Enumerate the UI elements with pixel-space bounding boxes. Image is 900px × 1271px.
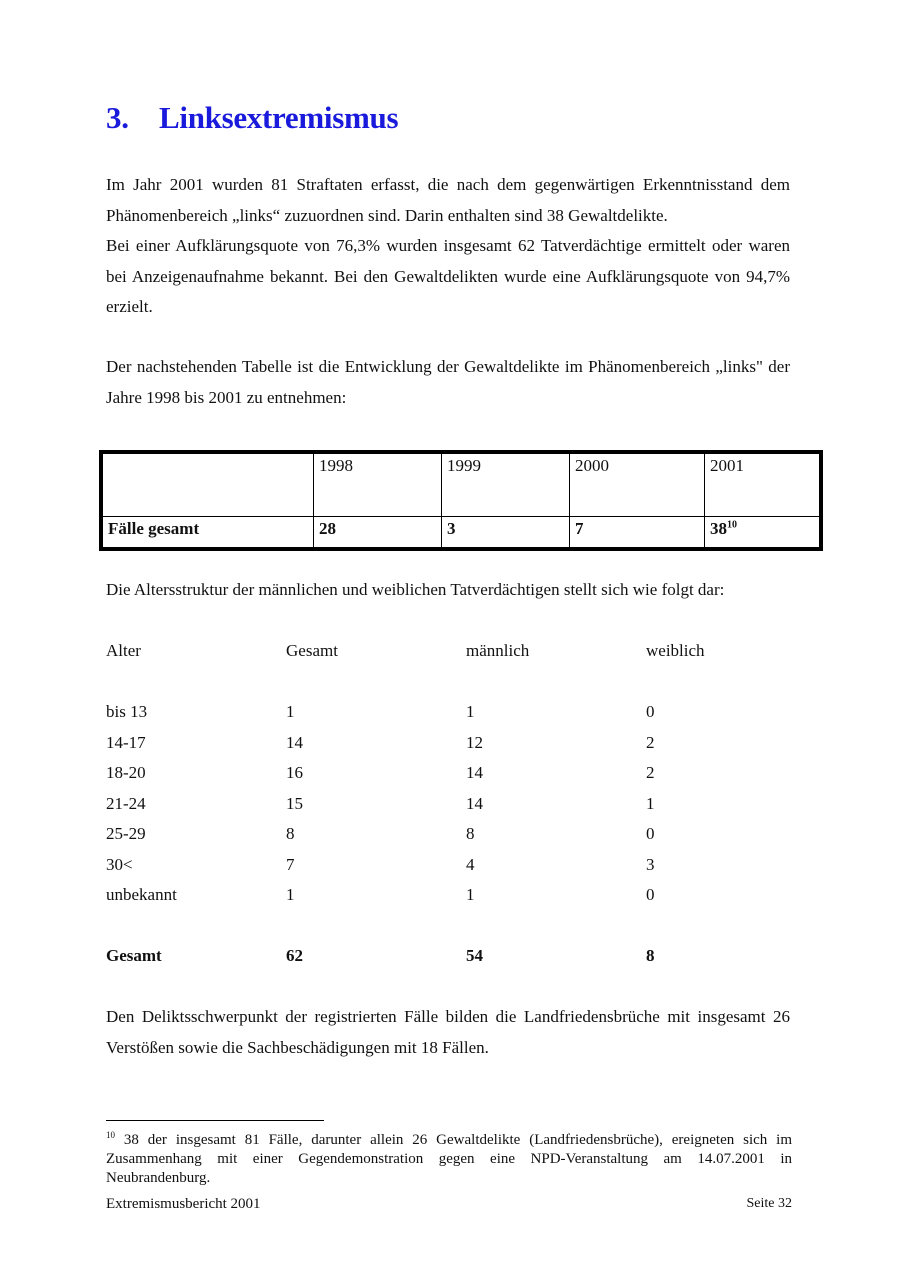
footnote-separator	[106, 1120, 324, 1121]
row-label: Fälle gesamt	[101, 517, 314, 550]
male-cell: 8	[466, 824, 475, 843]
age-row	[106, 789, 796, 820]
female-cell: 8	[646, 946, 655, 965]
age-cell: unbekannt	[106, 885, 177, 904]
age-header-row	[106, 636, 796, 667]
age-cell: 14-17	[106, 732, 146, 752]
age-cell: 18-20	[106, 763, 146, 782]
footer-title: Extremismusbericht 2001	[106, 1196, 261, 1212]
age-row	[106, 850, 796, 881]
total-cell: 15	[286, 793, 303, 813]
male-cell: 12	[466, 732, 483, 752]
total-cell: 1	[286, 885, 295, 904]
age-structure-table	[106, 636, 796, 972]
male-cell: 1	[466, 702, 475, 721]
age-cell: 25-29	[106, 824, 146, 843]
female-cell: 1	[646, 793, 655, 813]
total-cell: 14	[286, 732, 303, 752]
female-cell: 2	[646, 732, 655, 752]
table-row	[101, 517, 821, 550]
age-cell: bis 13	[106, 702, 148, 721]
age-cell: 30<	[106, 854, 133, 874]
intro-paragraph	[106, 170, 790, 323]
age-total-row	[106, 941, 796, 972]
total-cell: 8	[286, 824, 295, 843]
value-cell: 3	[442, 517, 570, 550]
female-cell: 2	[646, 763, 655, 782]
male-cell: 4	[466, 854, 475, 874]
age-cell: 21-24	[106, 793, 146, 813]
male-cell: 1	[466, 885, 475, 904]
male-cell: 54	[466, 946, 483, 965]
closing-paragraph: Den Deliktsschwerpunkt der registrierten Fälle bilden die Landfriedensbrüche mit insgesamt 26 Verstößen sowie die Sachbeschädigungen mit 18 Fällen.	[106, 1007, 790, 1057]
male-cell: 14	[466, 763, 483, 782]
footnote-marker: 10	[106, 1130, 115, 1140]
table-header-row	[101, 452, 821, 517]
female-cell: 3	[646, 854, 655, 874]
female-cell: 0	[646, 885, 655, 904]
value-text: 38	[710, 519, 727, 538]
header-cell: Gesamt	[286, 641, 338, 660]
footnote-ref[interactable]: 10	[727, 519, 737, 531]
intro-text-2: Bei einer Aufklärungsquote von 76,3% wurden insgesamt 62 Tatverdächtige ermittelt oder waren bei Anzeigenaufnahme bekannt. Bei den Gewaltdelikten wurde eine Aufklärungsquote von 94,7% erzielt.	[106, 236, 790, 316]
header-cell	[101, 452, 314, 517]
total-cell: 7	[286, 854, 295, 874]
table-intro-paragraph: Der nachstehenden Tabelle ist die Entwicklung der Gewaltdelikte im Phänomenbereich „links" der Jahre 1998 bis 2001 zu entnehmen:	[106, 357, 790, 407]
value-cell: 7	[570, 517, 705, 550]
intro-text: Im Jahr 2001 wurden 81 Straftaten erfasst, die nach dem gegenwärtigen Erkenntnisstand dem Phänomenbereich „links“ zuzuordnen sind. Darin enthalten sind 38 Gewaltdelikte.	[106, 175, 790, 225]
violent-offenses-table	[99, 450, 823, 551]
age-row	[106, 880, 796, 911]
female-cell: 0	[646, 702, 655, 721]
total-cell: 62	[286, 946, 303, 965]
section-heading	[106, 100, 398, 136]
header-cell: 1998	[314, 452, 442, 517]
age-row	[106, 758, 796, 789]
total-cell: 16	[286, 763, 303, 782]
section-number: 3.	[106, 100, 129, 135]
age-intro-paragraph: Die Altersstruktur der männlichen und weiblichen Tatverdächtigen stellt sich wie folgt dar:	[106, 580, 725, 599]
total-cell: 1	[286, 702, 295, 721]
page-number: Seite 32	[746, 1196, 792, 1211]
age-row	[106, 819, 796, 850]
male-cell: 14	[466, 793, 483, 813]
total-label: Gesamt	[106, 946, 162, 965]
female-cell: 0	[646, 824, 655, 843]
footnote	[106, 1126, 792, 1188]
header-cell: 2000	[570, 452, 705, 517]
section-title: Linksextremismus	[159, 100, 399, 135]
header-cell: Alter	[106, 641, 141, 660]
value-cell	[705, 517, 822, 550]
header-cell: männlich	[466, 641, 530, 660]
age-row	[106, 697, 796, 728]
header-cell: weiblich	[646, 641, 705, 660]
footnote-text: 38 der insgesamt 81 Fälle, darunter allein 26 Gewaltdelikte (Landfriedensbrüche), ereigneten sich im Zusammenhang mit einer Gegendemonstration gegen eine NPD-Veranstaltung am 14.07.2001 in Neubrandenburg.	[106, 1132, 792, 1186]
header-cell: 2001	[705, 452, 822, 517]
value-cell: 28	[314, 517, 442, 550]
header-cell: 1999	[442, 452, 570, 517]
age-row	[106, 728, 796, 759]
